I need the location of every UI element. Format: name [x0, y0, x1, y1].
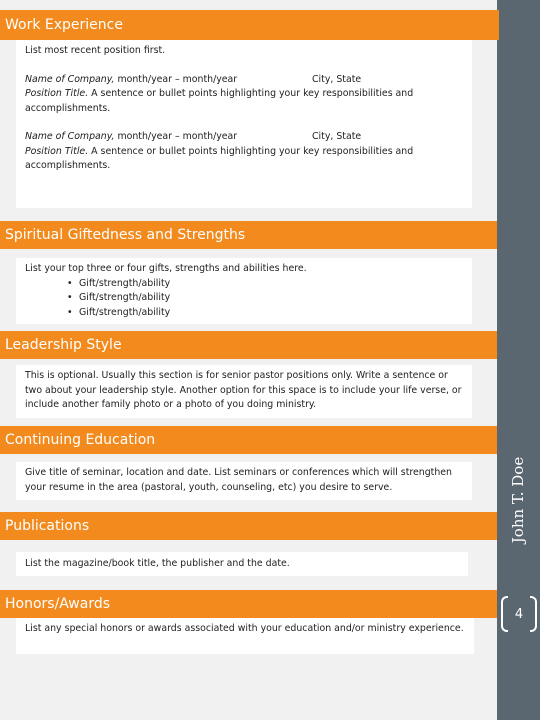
section-leadership-style — [16, 365, 472, 418]
work-intro: List most recent position first. — [25, 45, 166, 56]
spiritual-intro: List your top three or four gifts, strengths and abilities here. — [25, 263, 307, 274]
job-dates: month/year – month/year — [114, 73, 238, 85]
section-spiritual-giftedness — [16, 258, 472, 324]
job-location: City, State — [312, 73, 362, 85]
job-description: A sentence or bullet points highlighting your key responsibilities and accomplishments. — [25, 88, 414, 114]
heading-publications: Publications — [0, 512, 497, 540]
name-vertical: John T. Doe — [509, 456, 527, 544]
honors-text: List any special honors or awards associated with your education and/or ministry experience. — [25, 623, 464, 634]
bracket-left — [501, 596, 508, 632]
section-continuing-education — [16, 462, 472, 500]
company-name: Name of Company, — [25, 73, 115, 85]
bracket-right — [530, 596, 537, 632]
job-dates: month/year – month/year — [114, 131, 238, 142]
leadership-text: This is optional. Usually this section is for senior pastor positions only. Write a sentence or two about your leadership style. Another option for this space is to include your life verse, or include another family photo or a photo of you doing ministry. — [25, 370, 462, 410]
position-title: Position Title. — [25, 145, 89, 157]
gift-list — [25, 277, 463, 321]
job-location: City, State — [312, 131, 362, 142]
company-name: Name of Company, — [25, 131, 115, 142]
list-item: • Gift/strength/ability — [79, 306, 463, 321]
job-entry — [25, 73, 463, 117]
heading-leadership-style: Leadership Style — [0, 331, 497, 359]
publications-text: List the magazine/book title, the publisher and the date. — [25, 558, 290, 569]
education-text: Give title of seminar, location and date. List seminars or conferences which will strengthen your resume in the area (pastoral, youth, counseling, etc) you desire to serve. — [25, 467, 453, 493]
section-work-experience — [16, 40, 472, 208]
page-number: 4 — [501, 596, 537, 632]
heading-work-experience: Work Experience — [0, 10, 499, 40]
job-entry — [25, 130, 463, 174]
section-honors-awards — [16, 618, 474, 654]
heading-spiritual-giftedness: Spiritual Giftedness and Strengths — [0, 221, 497, 249]
job-description: A sentence or bullet points highlighting your key responsibilities and accomplishments. — [25, 145, 414, 171]
position-title: Position Title. — [25, 88, 89, 99]
list-item: • Gift/strength/ability — [79, 277, 463, 292]
heading-continuing-education: Continuing Education — [0, 426, 497, 454]
list-item: • Gift/strength/ability — [79, 291, 463, 306]
section-publications — [16, 552, 468, 576]
heading-honors-awards: Honors/Awards — [0, 590, 497, 618]
